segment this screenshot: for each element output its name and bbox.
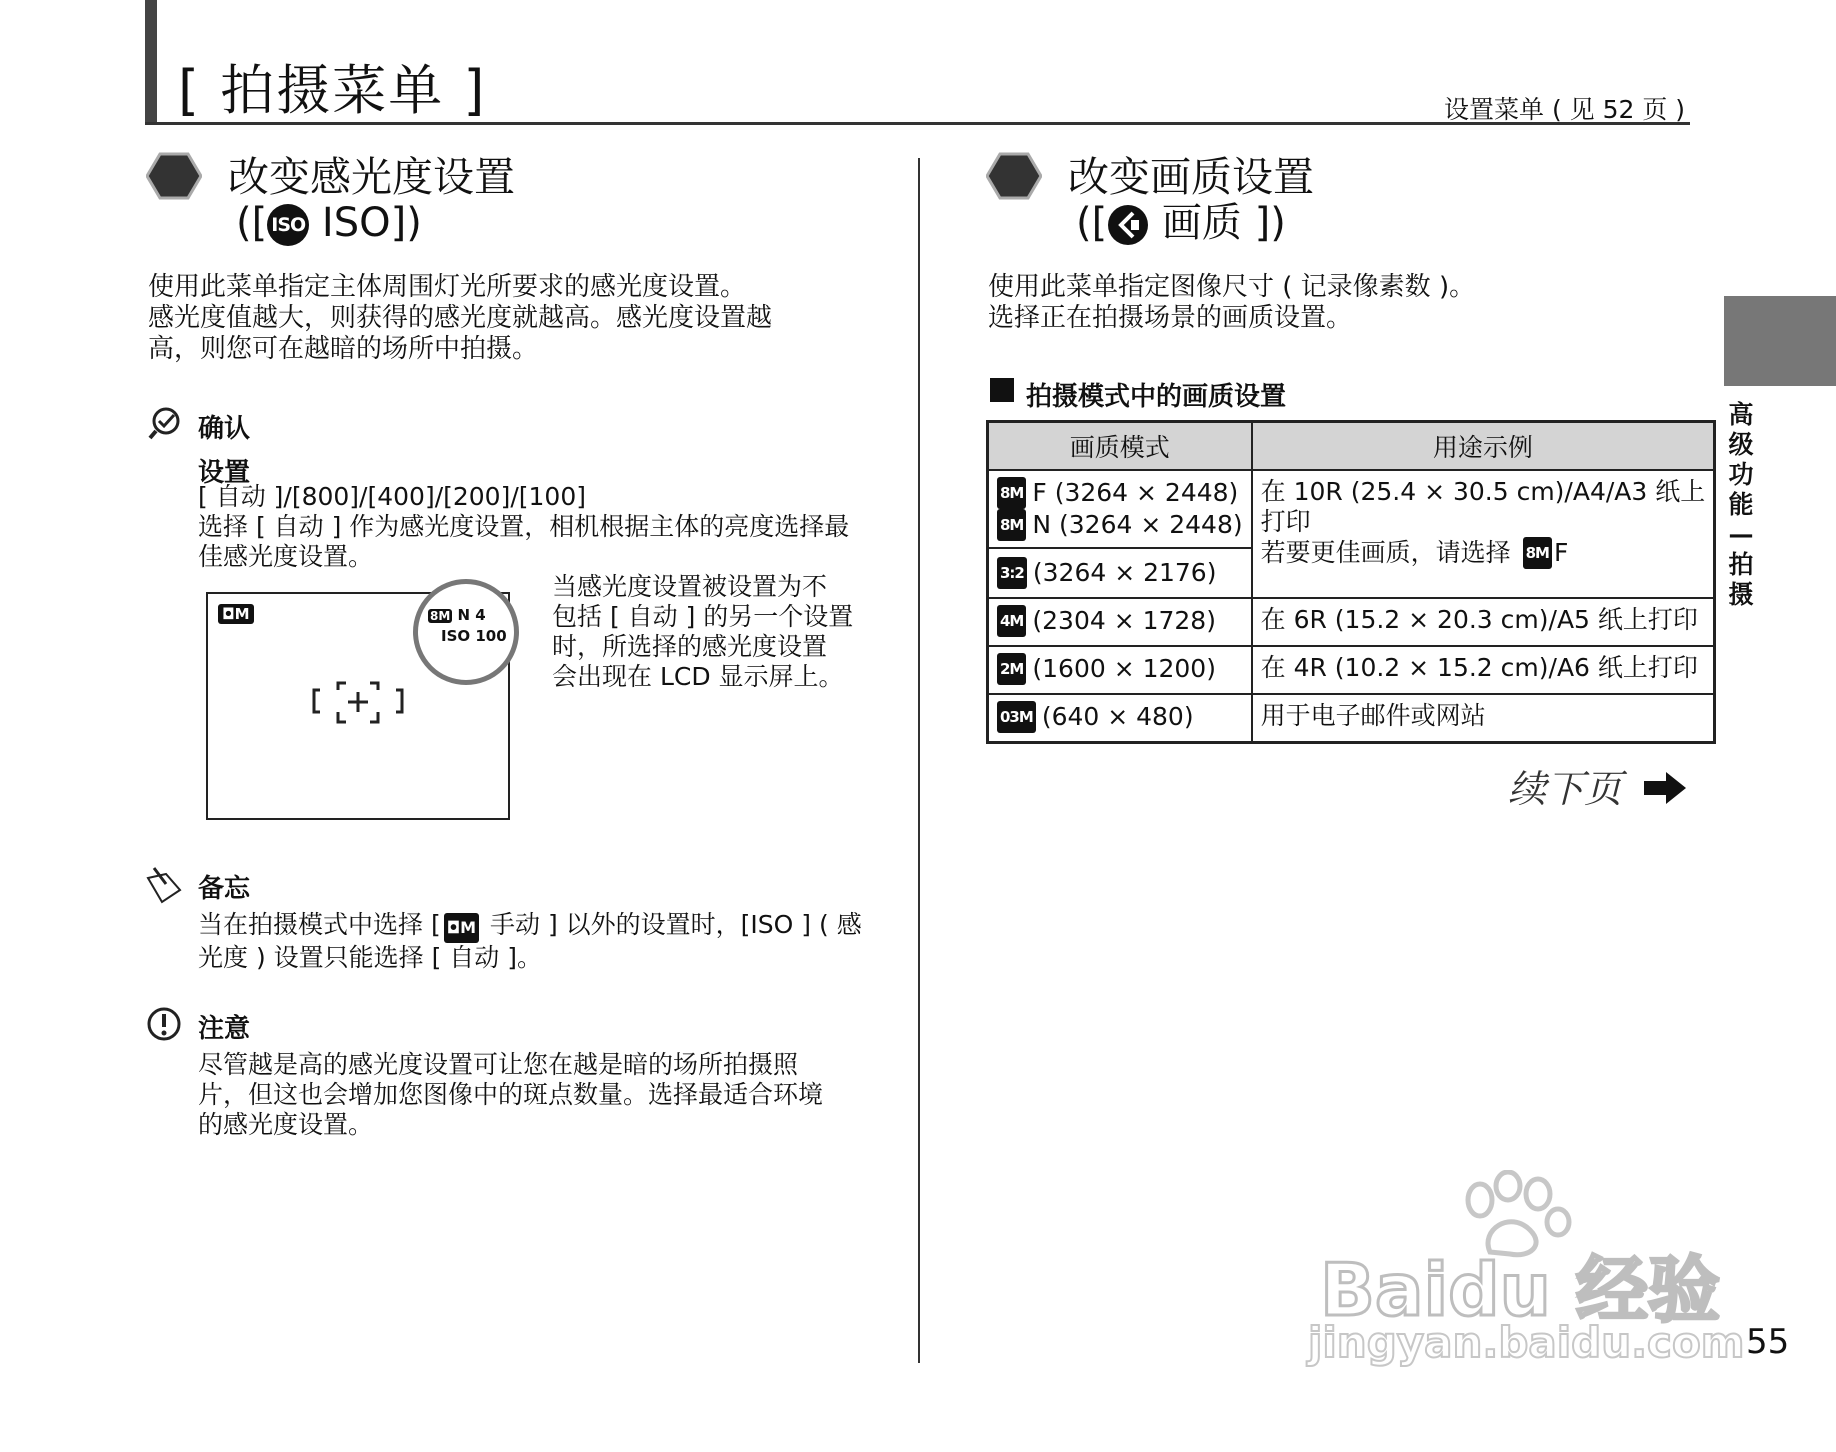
table-row	[988, 470, 1715, 548]
mode-cell	[988, 548, 1252, 598]
page-title: [ 拍摄菜单 ]	[178, 59, 487, 122]
section-subtitle-iso	[236, 200, 422, 246]
mode-badge-text: M	[460, 918, 477, 937]
use-cell: 用于电子邮件或网站	[1252, 694, 1715, 743]
lcd-iso-indicator: ISO 100	[441, 627, 507, 645]
desc-line: 选择 [ 自动 ] 作为感光度设置，相机根据主体的亮度选择最	[198, 512, 850, 541]
lcd-quality-text: N 4	[457, 606, 486, 624]
camera-glyph: ◘	[222, 605, 235, 623]
confirm-description	[198, 512, 849, 572]
header-accent-bar	[145, 0, 157, 124]
quality-8m-icon: 8M	[997, 509, 1026, 541]
quality-3-2-icon: 3:2	[997, 557, 1027, 589]
lcd-note-line: 会出现在 LCD 显示屏上。	[552, 662, 844, 691]
quality-8m-icon: 8M	[1523, 537, 1552, 569]
memo-body	[198, 910, 862, 973]
use-line: 在 10R (25.4 × 30.5 cm)/A4/A3 纸上	[1260, 477, 1706, 506]
caution-body	[198, 1050, 823, 1140]
subtitle-text: ISO])	[309, 200, 422, 246]
lcd-note	[552, 572, 853, 692]
quality-8m-icon: 8M	[430, 609, 451, 623]
mode-line	[997, 477, 1243, 509]
square-bullet-icon	[990, 378, 1014, 402]
lcd-quality-indicator	[428, 606, 486, 624]
quality-table	[986, 420, 1716, 744]
mode-value: (3264 × 2176)	[1032, 558, 1217, 587]
memo-heading: 备忘	[198, 874, 251, 904]
quality-intro	[988, 272, 1475, 334]
intro-line: 使用此菜单指定图像尺寸 ( 记录像素数 )。	[988, 272, 1476, 302]
af-frame-icon	[312, 680, 404, 730]
caution-line: 片，但这也会增加您图像中的斑点数量。选择最适合环境	[198, 1080, 824, 1109]
mode-value: F (3264 × 2448)	[1032, 478, 1239, 507]
caution-heading: 注意	[198, 1014, 251, 1044]
mode-cell	[988, 646, 1252, 694]
table-header-row	[988, 422, 1715, 471]
lcd-note-line: 包括 [ 自动 ] 的另一个设置	[552, 602, 854, 631]
quality-03m-icon: 03M	[997, 701, 1036, 733]
mode-value: (640 × 480)	[1041, 702, 1194, 731]
iso-icon: ISO	[267, 204, 309, 246]
column-header-use: 用途示例	[1252, 422, 1715, 471]
quality-4m-icon: 4M	[997, 605, 1026, 637]
confirm-options: [ 自动 ]/[800]/[400]/[200]/[100]	[198, 482, 586, 511]
confirm-sub-heading: 设置	[198, 458, 251, 488]
caution-line: 的感光度设置。	[198, 1110, 374, 1139]
table-heading: 拍摄模式中的画质设置	[1026, 382, 1287, 412]
memo-line	[198, 910, 862, 943]
use-cell: 在 6R (15.2 × 20.3 cm)/A5 纸上打印	[1252, 598, 1715, 646]
section-title-quality: 改变画质设置	[1068, 153, 1314, 201]
caution-exclamation-icon	[146, 1006, 182, 1042]
memo-line-part: 当在拍摄模式中选择 [	[198, 910, 441, 939]
use-line	[1261, 537, 1706, 569]
chapter-tab-label: 高级功能—拍摄	[1728, 400, 1754, 609]
section-hexagon-icon	[146, 152, 202, 200]
mode-value: (1600 × 1200)	[1032, 654, 1216, 683]
use-line-part: 若要更佳画质，请选择	[1260, 538, 1519, 567]
subtitle-prefix: ([	[1076, 200, 1108, 246]
use-cell	[1252, 470, 1715, 598]
mode-cell	[988, 694, 1252, 743]
quality-icon	[1107, 204, 1149, 246]
mode-line	[997, 509, 1243, 541]
intro-line: 使用此菜单指定主体周围灯光所要求的感光度设置。	[148, 272, 747, 302]
arrow-right-icon	[1642, 770, 1688, 806]
mode-cell	[988, 598, 1252, 646]
section-title-iso: 改变感光度设置	[228, 153, 515, 201]
page-number: 55	[1746, 1322, 1790, 1362]
table-row	[988, 598, 1715, 646]
use-line-part: F	[1553, 538, 1569, 567]
use-line: 打印	[1260, 507, 1311, 536]
manual-mode-icon: ◘M	[444, 913, 479, 943]
intro-line: 高，则您可在越暗的场所中拍摄。	[148, 334, 539, 364]
use-cell: 在 4R (10.2 × 15.2 cm)/A6 纸上打印	[1252, 646, 1715, 694]
confirm-heading: 确认	[198, 414, 251, 444]
continue-next-page	[1508, 758, 1688, 813]
lcd-note-line: 时，所选择的感光度设置	[552, 632, 828, 661]
watermark-url: jingyan.baidu.com	[1308, 1318, 1745, 1367]
continue-text: 续下页	[1508, 767, 1623, 811]
manual-mode-icon	[218, 604, 254, 624]
caution-line: 尽管越是高的感光度设置可让您在越是暗的场所拍摄照	[198, 1050, 799, 1079]
iso-intro	[148, 272, 772, 365]
lcd-note-line: 当感光度设置被设置为不	[552, 572, 828, 601]
mode-cell	[988, 470, 1252, 548]
intro-line: 选择正在拍摄场景的画质设置。	[988, 303, 1353, 333]
chapter-tab	[1724, 296, 1836, 386]
memo-line-part: 手动 ] 以外的设置时，[ISO ] ( 感	[482, 910, 862, 939]
quality-8m-icon: 8M	[997, 477, 1026, 509]
section-hexagon-icon	[986, 152, 1042, 200]
check-magnifier-icon	[148, 406, 184, 440]
subtitle-text: 画质 ])	[1149, 200, 1286, 246]
mode-value: N (3264 × 2448)	[1032, 510, 1243, 539]
mode-value: (2304 × 1728)	[1032, 606, 1216, 635]
column-header-mode: 画质模式	[988, 422, 1252, 471]
desc-line: 佳感光度设置。	[198, 542, 374, 571]
section-subtitle-quality	[1076, 200, 1286, 246]
watermark-brand: Baidu 经验	[1320, 1248, 1721, 1332]
table-row	[988, 646, 1715, 694]
intro-line: 感光度值越大，则获得的感光度就越高。感光度设置越	[148, 303, 773, 333]
memo-line: 光度 ) 设置只能选择 [ 自动 ]。	[198, 943, 542, 972]
column-divider	[918, 158, 920, 1363]
table-row	[988, 694, 1715, 743]
quality-2m-icon: 2M	[997, 653, 1026, 685]
mode-badge-text: M	[234, 605, 250, 623]
baidu-watermark	[1300, 1170, 1745, 1370]
subtitle-prefix: ([	[236, 200, 268, 246]
header-reference: 设置菜单 ( 见 52 页 )	[1444, 95, 1686, 124]
memo-pencil-icon	[144, 864, 184, 906]
